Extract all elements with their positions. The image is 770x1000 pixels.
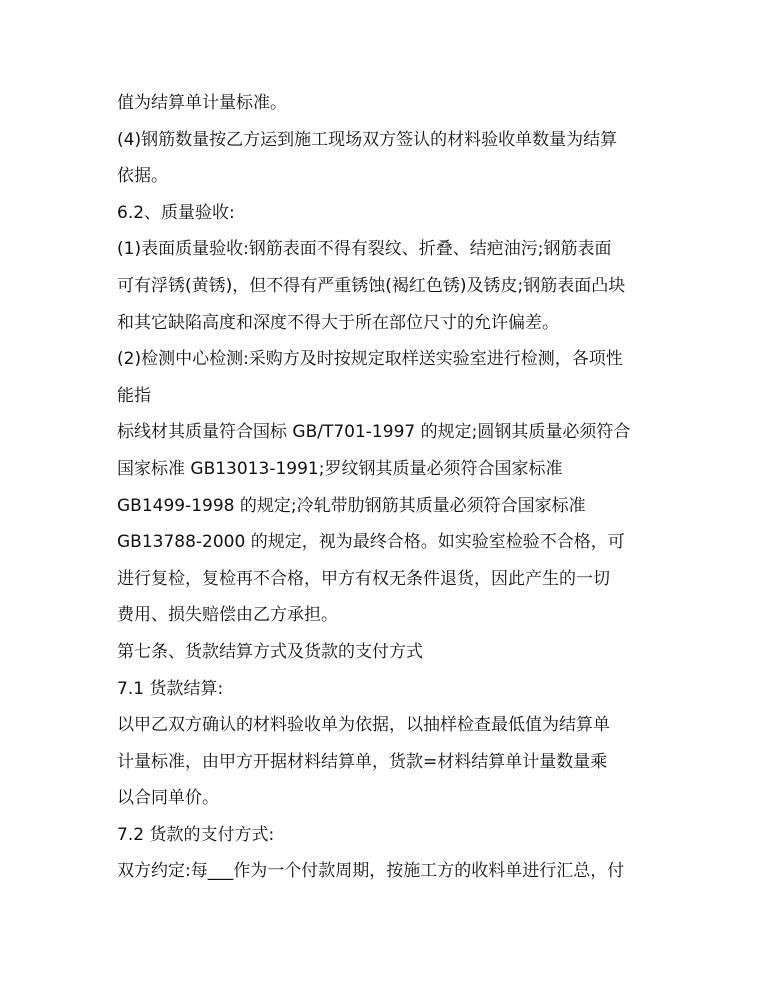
text-line: 可有浮锈(黄锈)，但不得有严重锈蚀(褐红色锈)及锈皮;钢筋表面凸块 [117,275,626,296]
document-body [117,85,677,890]
text-line: 值为结算单计量标准。 [117,93,287,113]
text-line: 国家标准 GB13013-1991;罗纹钢其质量必须符合国家标准 [117,458,563,479]
text-line: 计量标准，由甲方开据材料结算单，货款=材料结算单计量数量乘 [117,751,608,772]
text-line: 能指 [117,385,151,406]
text-line: GB13788-2000 的规定，视为最终合格。如实验室检验不合格，可 [117,532,625,553]
text-line: (1)表面质量验收:钢筋表面不得有裂纹、折叠、结疤油污;钢筋表面 [117,239,612,260]
text-line: 双方约定:每___作为一个付款周期，按施工方的收料单进行汇总，付 [117,861,625,882]
text-line: 标线材其质量符合国标 GB/T701-1997 的规定;圆钢其质量必须符合 [117,422,631,443]
text-line: 以甲乙双方确认的材料验收单为依据，以抽样检查最低值为结算单 [117,715,610,736]
text-line: GB1499-1998 的规定;冷轧带肋钢筋其质量必须符合国家标准 [117,495,586,516]
section-heading: 7.2 货款的支付方式: [117,824,275,845]
text-line: 费用、损失赔偿由乙方承担。 [117,605,338,626]
text-line: (2)检测中心检测:采购方及时按规定取样送实验室进行检测，各项性 [117,349,623,370]
text-line: 进行复检，复检再不合格，甲方有权无条件退货，因此产生的一切 [117,568,610,589]
section-heading: 6.2、质量验收: [117,202,235,223]
text-line: 以合同单价。 [117,788,219,809]
article-heading: 第七条、货款结算方式及货款的支付方式 [117,641,423,662]
section-heading: 7.1 货款结算: [117,678,224,699]
text-line: (4)钢筋数量按乙方运到施工现场双方签认的材料验收单数量为结算 [117,129,618,150]
text-line: 依据。 [117,166,168,187]
text-line: 和其它缺陷高度和深度不得大于所在部位尺寸的允许偏差。 [117,312,559,333]
